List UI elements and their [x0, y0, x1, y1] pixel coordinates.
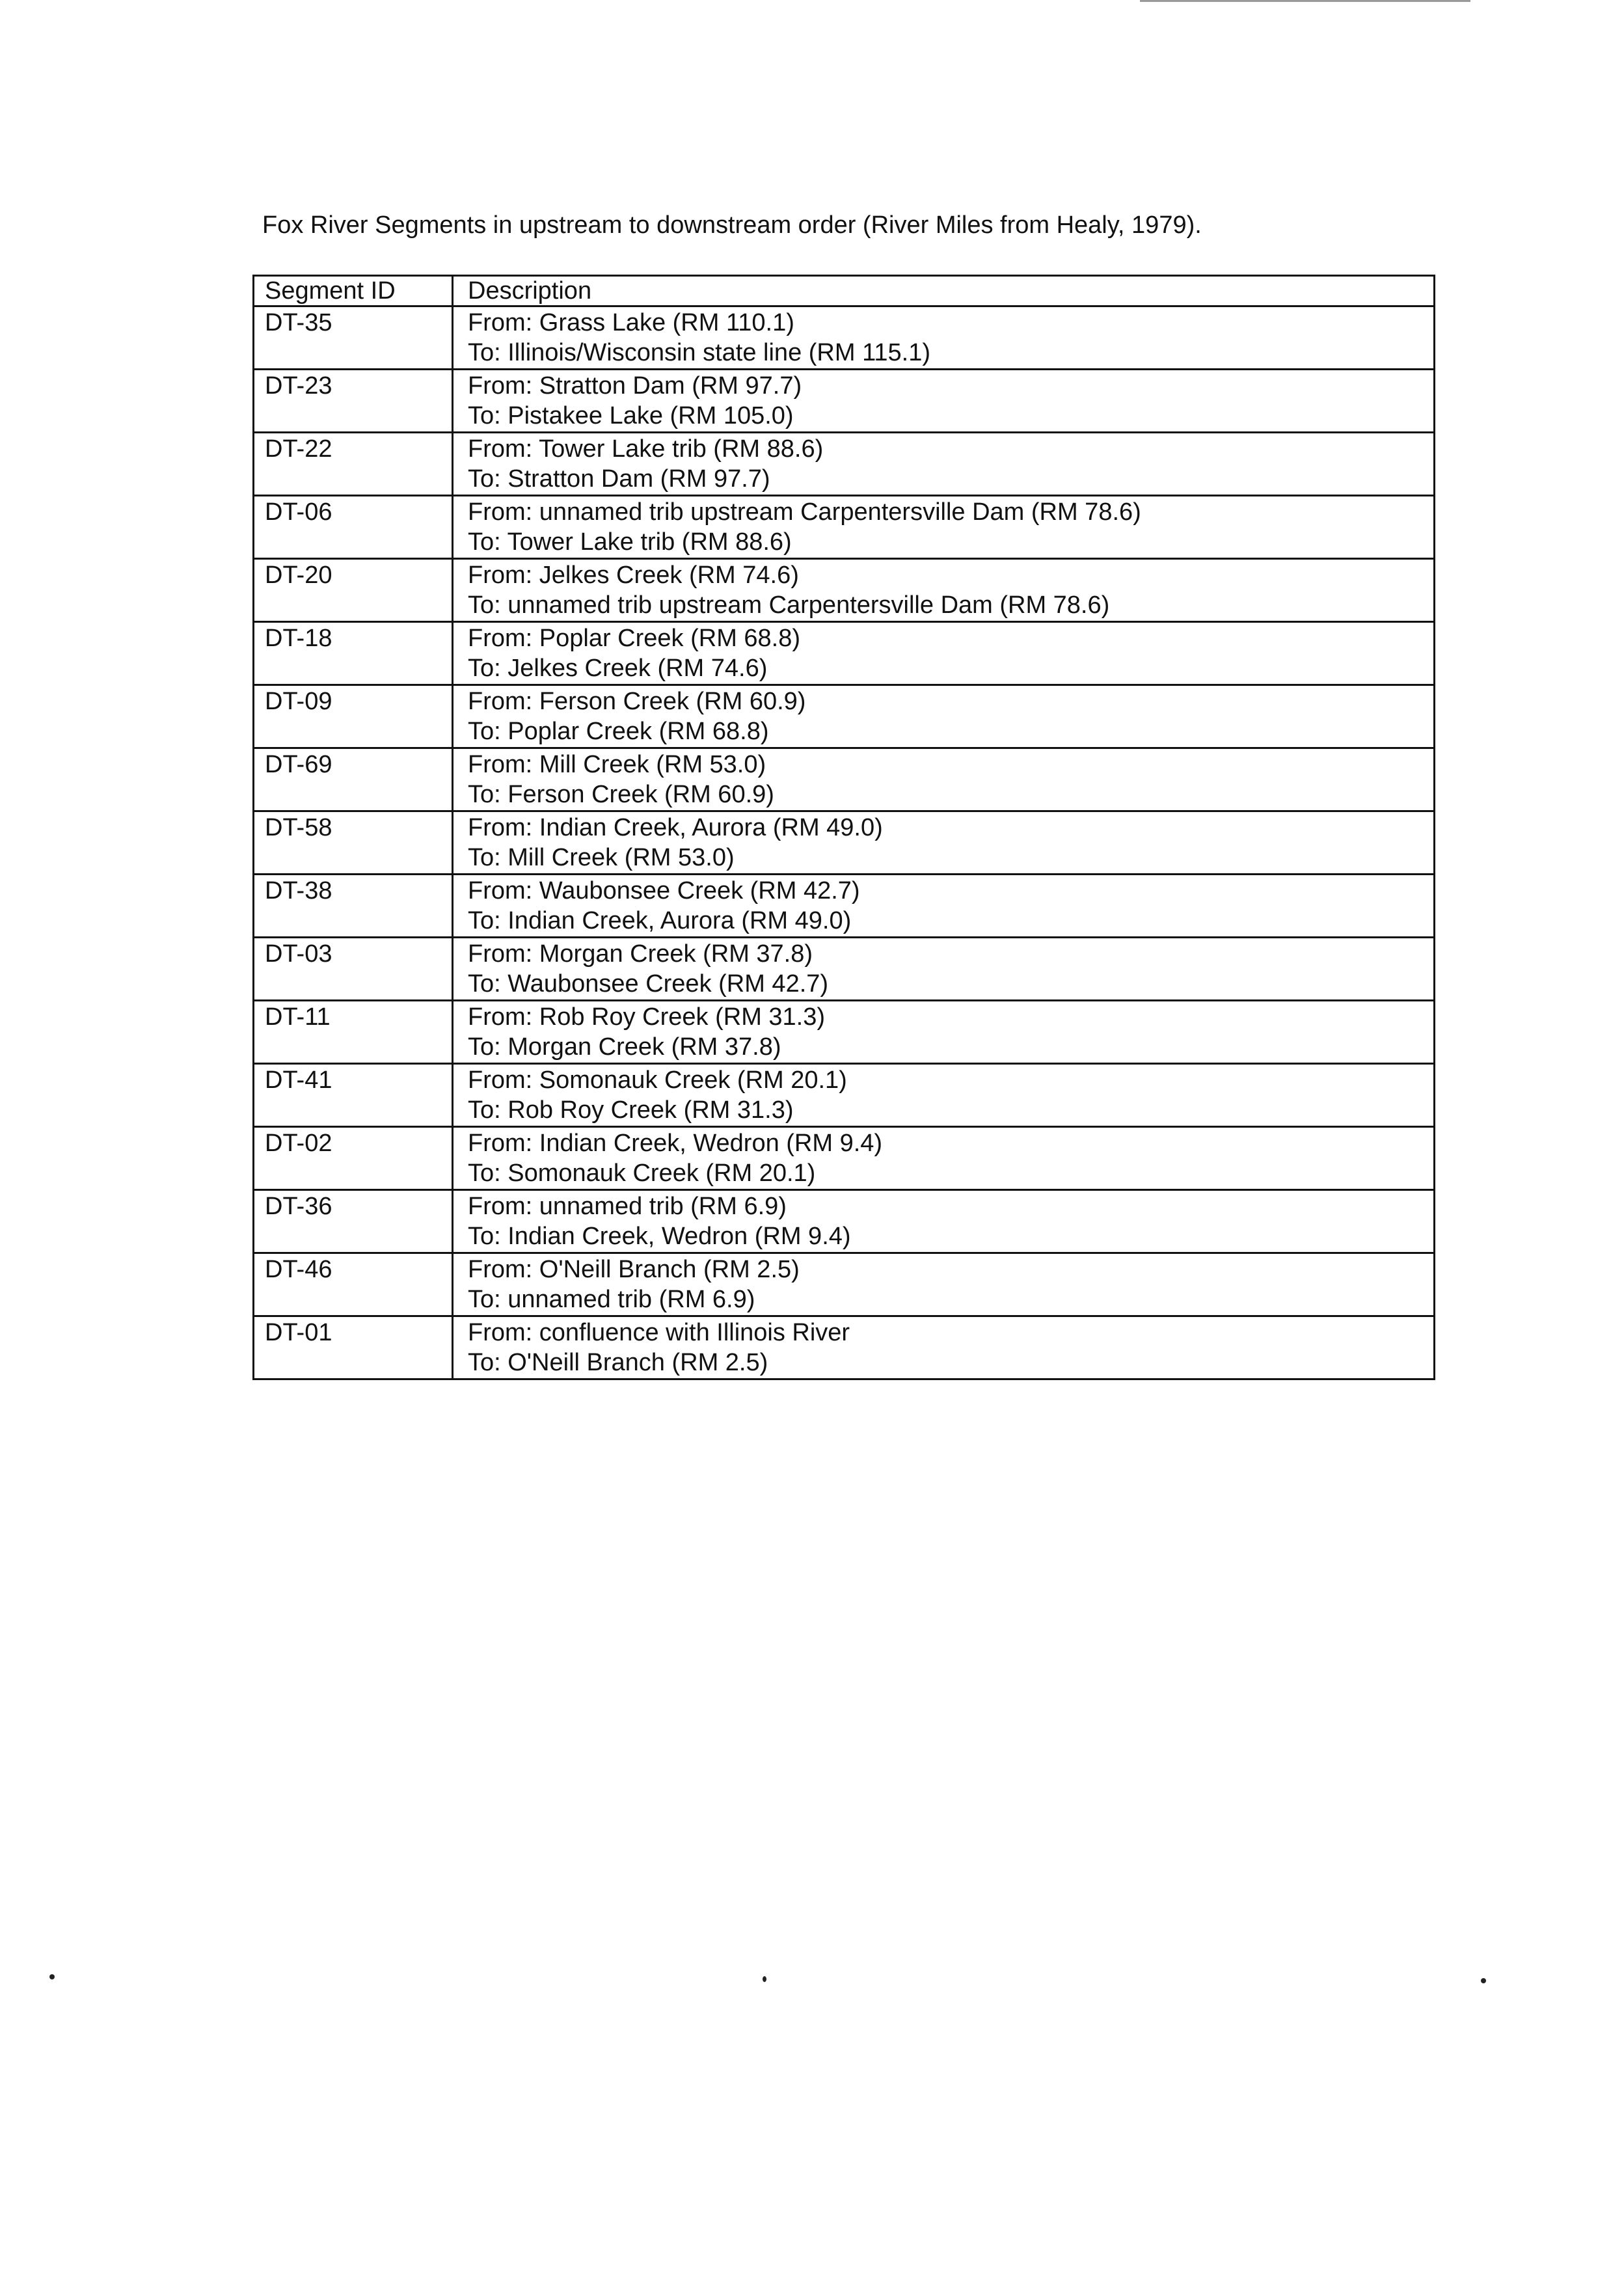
description-cell — [453, 433, 1433, 495]
description-cell — [453, 686, 1433, 747]
header-description: Description — [468, 277, 592, 305]
description-from: From: Morgan Creek (RM 37.8) — [468, 940, 813, 968]
segment-id-cell: DT-01 — [254, 1317, 453, 1378]
segment-id-cell: DT-09 — [254, 686, 453, 747]
segment-id-cell: DT-03 — [254, 938, 453, 999]
table-caption: Fox River Segments in upstream to downstream order (River Miles from Healy, 1979). — [262, 211, 1202, 239]
description-from: From: Mill Creek (RM 53.0) — [468, 751, 766, 778]
description-from: From: Indian Creek, Aurora (RM 49.0) — [468, 814, 883, 841]
description-cell — [453, 307, 1433, 368]
description-cell — [453, 1001, 1433, 1063]
description-from: From: confluence with Illinois River — [468, 1319, 850, 1346]
table-row — [254, 307, 1433, 370]
table-row — [254, 1317, 1433, 1378]
scan-speck-right — [1481, 1978, 1486, 1983]
table-row — [254, 1191, 1433, 1254]
segment-id-cell: DT-23 — [254, 370, 453, 431]
segment-id-cell: DT-41 — [254, 1065, 453, 1126]
scan-top-rule — [1140, 0, 1470, 2]
segments-table — [252, 275, 1435, 1380]
description-to: To: Pistakee Lake (RM 105.0) — [468, 402, 794, 429]
table-row — [254, 686, 1433, 749]
description-to: To: Indian Creek, Aurora (RM 49.0) — [468, 907, 852, 934]
description-from: From: Ferson Creek (RM 60.9) — [468, 688, 806, 715]
description-to: To: Waubonsee Creek (RM 42.7) — [468, 970, 829, 998]
segment-id-cell: DT-38 — [254, 875, 453, 936]
scan-speck-center — [763, 1976, 766, 1982]
description-from: From: Poplar Creek (RM 68.8) — [468, 625, 801, 652]
description-cell — [453, 1191, 1433, 1252]
description-cell — [453, 496, 1433, 558]
description-from: From: Rob Roy Creek (RM 31.3) — [468, 1003, 826, 1031]
table-row — [254, 749, 1433, 812]
table-row — [254, 433, 1433, 496]
table-row — [254, 1128, 1433, 1191]
description-to: To: Tower Lake trib (RM 88.6) — [468, 528, 792, 556]
table-row — [254, 560, 1433, 623]
table-row — [254, 938, 1433, 1001]
table-row — [254, 812, 1433, 875]
description-from: From: Jelkes Creek (RM 74.6) — [468, 562, 799, 589]
description-cell — [453, 560, 1433, 621]
description-from: From: O'Neill Branch (RM 2.5) — [468, 1256, 800, 1283]
description-from: From: Somonauk Creek (RM 20.1) — [468, 1066, 847, 1094]
table-row — [254, 875, 1433, 938]
description-cell — [453, 812, 1433, 873]
segment-id-cell: DT-46 — [254, 1254, 453, 1315]
description-to: To: unnamed trib upstream Carpentersville Dam (RM 78.6) — [468, 591, 1110, 619]
table-row — [254, 370, 1433, 433]
description-cell — [453, 623, 1433, 684]
scan-speck-left — [49, 1974, 55, 1979]
description-to: To: Mill Creek (RM 53.0) — [468, 844, 735, 871]
description-to: To: unnamed trib (RM 6.9) — [468, 1286, 755, 1313]
description-to: To: O'Neill Branch (RM 2.5) — [468, 1349, 768, 1376]
segment-id-cell: DT-58 — [254, 812, 453, 873]
segment-id-cell: DT-02 — [254, 1128, 453, 1189]
table-row — [254, 1254, 1433, 1317]
description-to: To: Indian Creek, Wedron (RM 9.4) — [468, 1223, 851, 1250]
description-cell — [453, 875, 1433, 936]
description-cell — [453, 1128, 1433, 1189]
description-cell — [453, 370, 1433, 431]
description-to: To: Somonauk Creek (RM 20.1) — [468, 1160, 816, 1187]
description-to: To: Poplar Creek (RM 68.8) — [468, 718, 769, 745]
segment-id-cell: DT-69 — [254, 749, 453, 810]
segment-id-cell: DT-18 — [254, 623, 453, 684]
description-from: From: Stratton Dam (RM 97.7) — [468, 372, 802, 400]
segment-id-cell: DT-20 — [254, 560, 453, 621]
description-to: To: Rob Roy Creek (RM 31.3) — [468, 1096, 794, 1124]
description-cell — [453, 749, 1433, 810]
table-body — [254, 307, 1433, 1378]
segment-id-cell: DT-36 — [254, 1191, 453, 1252]
segment-id-cell: DT-22 — [254, 433, 453, 495]
segment-id-cell: DT-35 — [254, 307, 453, 368]
table-header-row — [254, 277, 1433, 307]
description-from: From: Tower Lake trib (RM 88.6) — [468, 435, 824, 463]
description-cell — [453, 1254, 1433, 1315]
table-row — [254, 1065, 1433, 1128]
description-cell — [453, 1065, 1433, 1126]
description-from: From: Grass Lake (RM 110.1) — [468, 309, 794, 336]
description-to: To: Ferson Creek (RM 60.9) — [468, 781, 774, 808]
description-from: From: unnamed trib (RM 6.9) — [468, 1193, 787, 1220]
table-row — [254, 1001, 1433, 1065]
header-segment-id: Segment ID — [254, 277, 453, 305]
description-from: From: Indian Creek, Wedron (RM 9.4) — [468, 1130, 883, 1157]
description-to: To: Stratton Dam (RM 97.7) — [468, 465, 770, 493]
description-cell — [453, 1317, 1433, 1378]
segment-id-cell: DT-06 — [254, 496, 453, 558]
description-from: From: unnamed trib upstream Carpentersville Dam (RM 78.6) — [468, 498, 1141, 526]
segment-id-cell: DT-11 — [254, 1001, 453, 1063]
table-row — [254, 623, 1433, 686]
table-row — [254, 496, 1433, 560]
description-to: To: Illinois/Wisconsin state line (RM 115.1) — [468, 339, 930, 366]
description-cell — [453, 938, 1433, 999]
description-from: From: Waubonsee Creek (RM 42.7) — [468, 877, 860, 904]
description-to: To: Jelkes Creek (RM 74.6) — [468, 655, 768, 682]
description-to: To: Morgan Creek (RM 37.8) — [468, 1033, 781, 1061]
